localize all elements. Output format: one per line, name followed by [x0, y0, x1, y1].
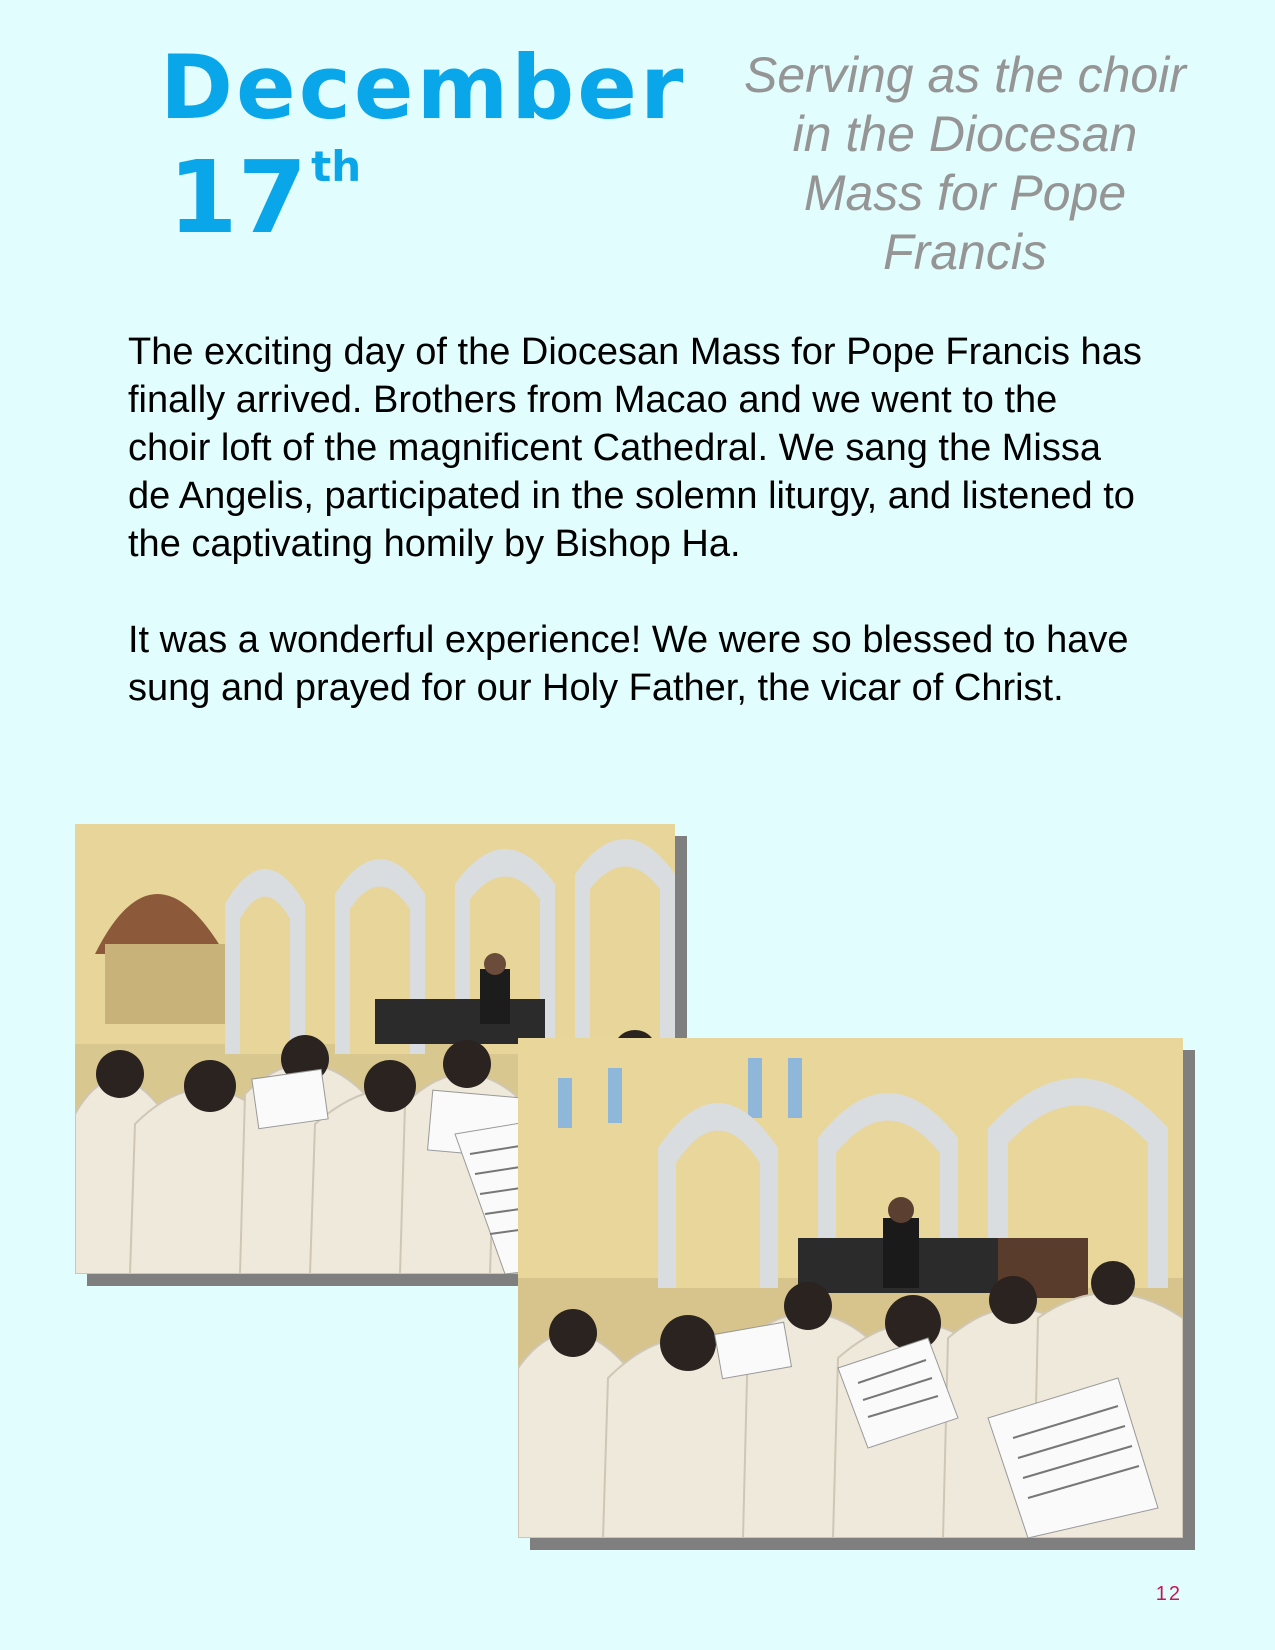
- page-subtitle: Serving as the choir in the Diocesan Mass for Pope Francis: [744, 47, 1186, 280]
- page-number: 12: [1155, 1583, 1182, 1605]
- choir-photo-2: [518, 1038, 1183, 1538]
- date-heading: [160, 36, 687, 256]
- paragraph-1: The exciting day of the Diocesan Mass for Pope Francis has finally arrived. Brothers from Macao and we went to the choir loft of the magnificent Cathedral. We sang the Missa de Angelis, participated in the solemn liturgy, and listened to the captivating homily by Bishop Ha.: [128, 331, 1142, 565]
- article-body: [128, 328, 1148, 712]
- date-month: December: [160, 36, 687, 139]
- date-day-number: 17: [168, 139, 308, 256]
- date-day-suffix: th: [311, 142, 362, 191]
- date-day: [168, 139, 362, 256]
- paragraph-2: It was a wonderful experience! We were so blessed to have sung and prayed for our Holy Father, the vicar of Christ.: [128, 619, 1129, 709]
